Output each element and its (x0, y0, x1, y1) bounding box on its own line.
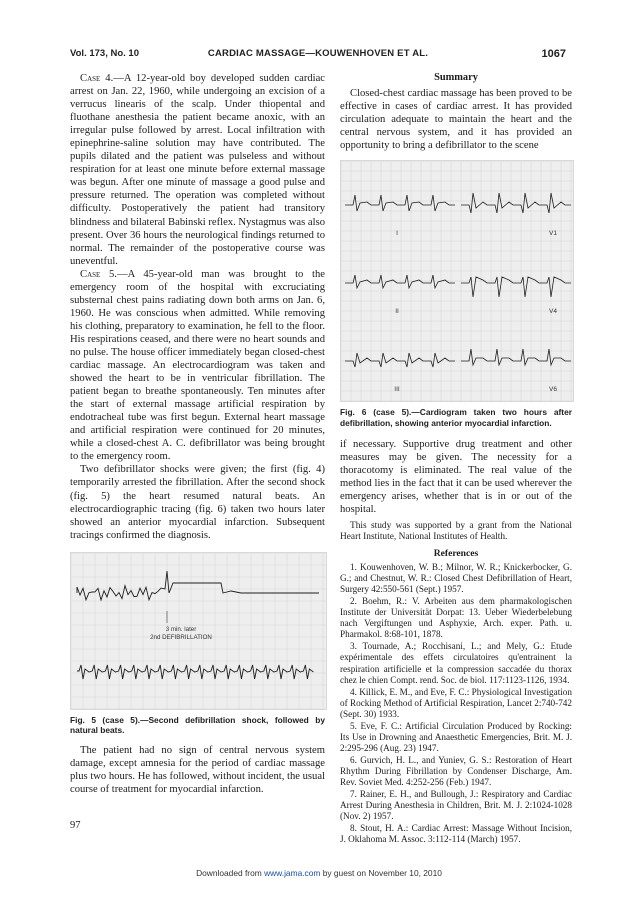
case-5-label: Case 5. (80, 268, 117, 280)
footer-prefix: Downloaded from (196, 868, 265, 878)
shocks-paragraph: Two defibrillator shocks were given; the first (fig. 4) temporarily arrested the fibrillation. After the second shock (fig. 5) the heart resumed natural beats. An electrocardiographic tracing (fig. 6) taken two hours later showed an anterior myocardial infarction. Subsequent tracings confirmed the diagnosis. (70, 464, 325, 541)
acknowledgment: This study was supported by a grant from the National Heart Institute, National Institutes of Health. (340, 520, 572, 542)
figure-6-lead-trace (345, 195, 455, 211)
reference-item: 6. Gurvich, H. L., and Yuniev, G. S.: Restoration of Heart Rhythm During Fibrillation by Condenser Discharge, Am. Rev. Soviet Med. 4:252-256 (Feb.) 1947. (340, 754, 572, 787)
summary-heading: Summary (434, 72, 478, 83)
figure-6-lead-trace (345, 353, 455, 367)
page-number: 1067 (541, 48, 566, 60)
case-5-text: —A 45-year-old man was brought to the emergency room of the hospital with excruciating substernal chest pains radiating down both arms on Jan. 6, 1960. He was conscious when admitted. While removing his clothing, preparatory to examination, he fell to the floor. His respirations ceased, and there were no heart sounds and no pulse. The house officer immediately began closed-chest cardiac massage. An electrocardiogram was taken and showed the heart to be in ventricular fibrillation. The patient began to breathe spontaneously. Ten minutes after the start of external massage artificial respiration by endotracheal tube was first begun. External heart massage and artificial respiration were continued for 20 minutes, while a closed-chest A. C. defibrillator was being brought to the emergency room. (70, 268, 326, 463)
figure-6-lead-trace (461, 349, 571, 365)
reference-item: 3. Tournade, A.; Rocchisani, L.; and Mely, G.: Etude expérimentale des effets circulatoires qu'entrainent la respiration artificielle et la compression saccadée du thorax chez le chien Compt. rend. Soc. de biol. 117:1123-1126, 1934. (340, 641, 572, 685)
figure-6-lead-label: I (396, 230, 398, 238)
running-head (70, 48, 566, 64)
figure-5-annotation-time: 3 min. later (165, 625, 197, 633)
figure-5-image (70, 552, 327, 710)
figure-6-caption (340, 407, 572, 428)
figure-6-lead-trace (345, 275, 455, 288)
figure-6-lead-trace (461, 277, 571, 297)
footer-suffix: by guest on November 10, 2010 (320, 868, 442, 878)
reference-item: 5. Eve, F. C.: Artificial Circulation Produced by Rocking: Its Use in Drowning and Anaesthetic Emergencies, Brit. M. J. 2:295-296 (Aug. 23) 1947. (340, 720, 572, 753)
folio-number: 97 (70, 820, 81, 831)
figure-5-tracing (71, 553, 326, 709)
case-4-paragraph (70, 72, 325, 268)
figure-6-lead-label: III (394, 386, 400, 394)
figure-6-lead-trace (461, 193, 571, 213)
summary-paragraph: Closed-chest cardiac massage has been proved to be effective in cases of cardiac arrest. It has provided circulation adequate to maintain the heart and the central nervous system, and it has provided an opportunity to bring a defibrillator to the scene (340, 88, 572, 152)
references-list (340, 562, 572, 845)
case-4-text: —A 12-year-old boy developed sudden cardiac arrest on Jan. 22, 1960, while undergoing an excision of a verrucus linearis of the scalp. Under thiopental and fluothane anesthesia the patient became anoxic, with an irregular pulse followed by arrest. Local infiltration with epinephrine-saline solution may have contributed. The pupils dilated and the patient was pulseless and without respiration for at least one minute before external massage was begun. After one minute of massage a good pulse and pressure returned. The operation was completed without difficulty. Postoperatively the patient had transitory blindness and bilateral Babinski reflex. Nystagmus was also present. Over 36 hours the neurological findings returned to normal. The remainder of the postoperative course was uneventful. (70, 73, 325, 267)
right-column (340, 72, 572, 846)
running-title: CARDIAC MASSAGE—KOUWENHOVEN ET AL. (207, 48, 429, 59)
reference-item: 2. Boehm, R.: V. Arbeiten aus dem pharmakologischen Institute der Universität Dorpat: 13. Ueber Wiederbelebung nach Vergiftungen und Asphyxie, Arch. exper. Path. u. Pharmakol. 8:68-101, 1878. (340, 596, 572, 640)
figure-6-lead-label: II (395, 308, 399, 316)
continuation-paragraph: if necessary. Supportive drug treatment and other measures may be given. The necessity for a thoracotomy is eliminated. The real value of the method lies in the fact that it can be used wherever the emergency arises, whether that is in or out of the hospital. (340, 439, 572, 516)
figure-6-tracings (341, 161, 573, 401)
case-4-label: Case 4. (80, 73, 114, 84)
figure-5-caption-text: —Second defibrillation shock, followed by natural beats. (70, 714, 326, 736)
jama-link[interactable]: www.jama.com (264, 868, 321, 878)
figure-5-caption-label: Fig. 5 (case 5). (70, 714, 141, 725)
figure-5-annotation-shock: 2nd DEFIBRILLATION (150, 633, 212, 641)
references-heading: References (433, 548, 479, 560)
reference-item: 4. Killick, E. M., and Eve, F. C.: Physiological Investigation of Rocking Method of Artificial Respiration, Lancet 2:740-742 (Sept. 30) 1933. (340, 686, 572, 719)
figure-6-lead-label: V4 (549, 308, 557, 316)
figure-5-caption (70, 715, 325, 736)
figure-5-fibrillation-trace (77, 571, 319, 600)
figure-5-grid (71, 553, 326, 709)
figure-6-image (340, 160, 574, 402)
figure-5-natural-beats-trace (77, 665, 313, 679)
case-5-paragraph (70, 268, 325, 464)
figure-6-caption-label: Fig. 6 (case 5). (340, 407, 412, 418)
figure-6-caption-text: —Cardiogram taken two hours after defibrillation, showing anterior myocardial infarction. (340, 407, 573, 428)
figure-6-lead-label: V6 (549, 386, 557, 394)
reference-item: 8. Stout, H. A.: Cardiac Arrest: Massage Without Incision, J. Oklahoma M. Assoc. 3:112-114 (March) 1957. (340, 823, 572, 845)
reference-item: 1. Kouwenhoven, W. B.; Milnor, W. R.; Knickerbocker, G. G.; and Chestnut, W. R.: Closed Chest Defibrillation of Heart, Surgery 42:550-561 (Sept.) 1957. (340, 562, 572, 595)
reference-item: 7. Rainer, E. H., and Bullough, J.: Respiratory and Cardiac Arrest During Anesthesia in Children, Brit. M. J. 2:1024-1028 (Nov. 2) 1957. (340, 789, 572, 822)
figure-6-lead-label: V1 (549, 230, 557, 238)
closing-paragraph: The patient had no sign of central nervous system damage, except amnesia for the period of cardiac massage plus two hours. He has followed, without incident, the usual course of treatment for myocardial infarction. (70, 744, 325, 795)
left-column (70, 72, 325, 796)
volume-issue: Vol. 173, No. 10 (70, 48, 139, 59)
download-footer (0, 868, 638, 878)
figure-6-grid (341, 161, 573, 401)
